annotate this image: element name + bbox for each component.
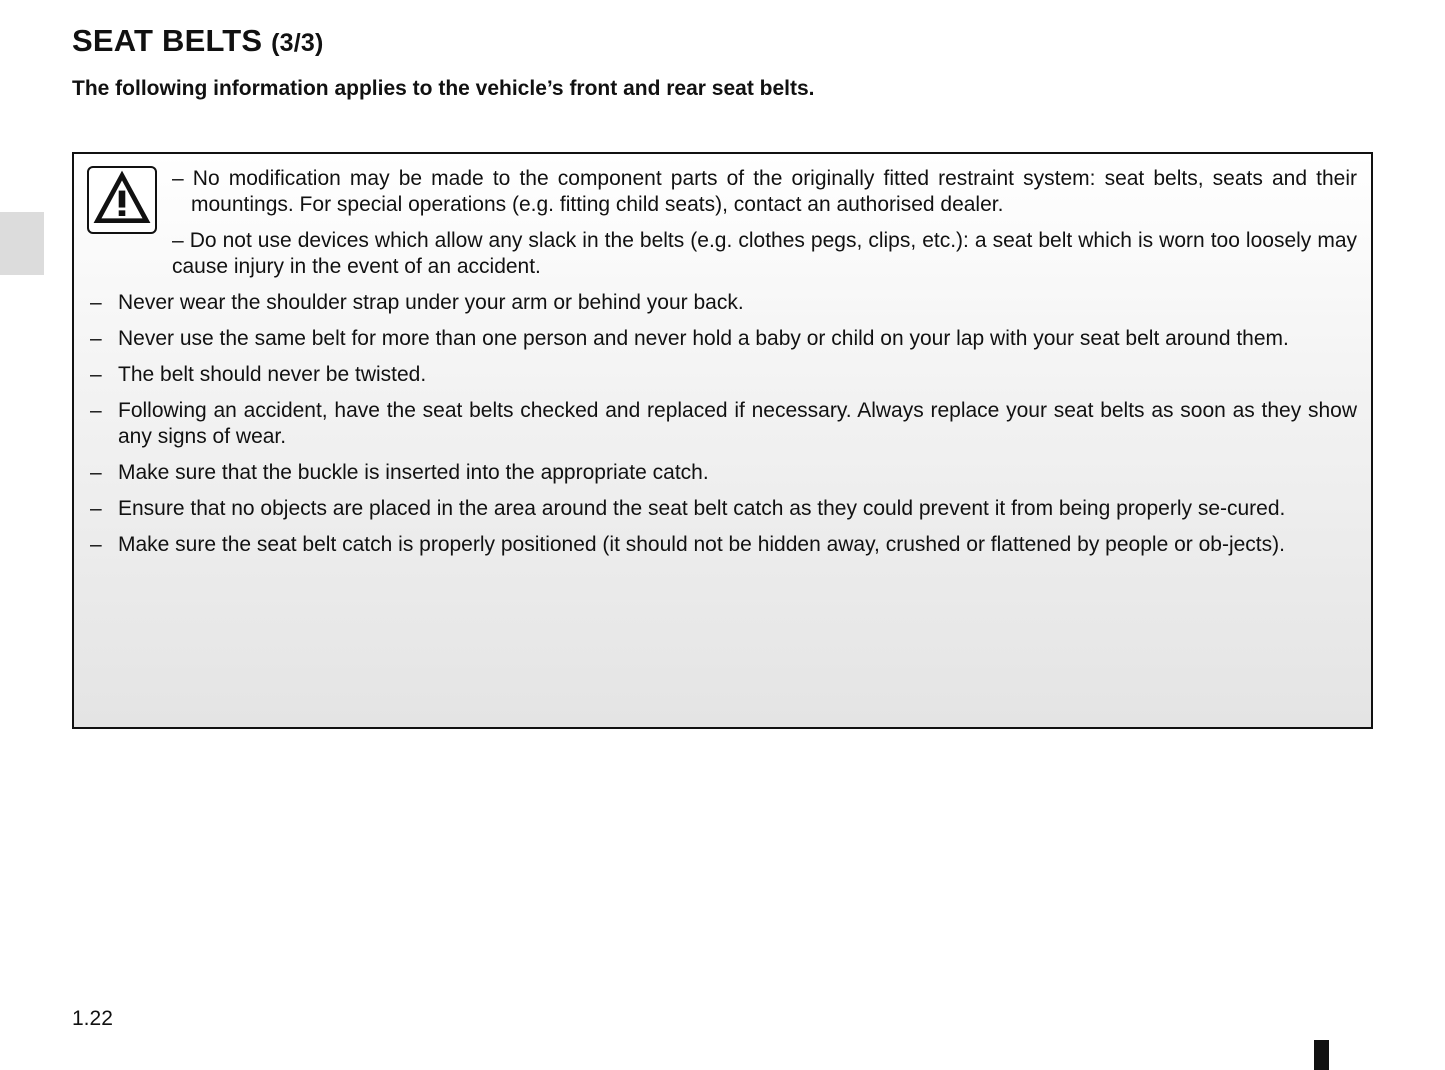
- list-item-text: Following an accident, have the seat belts checked and replaced if necessary. Always replace your seat belts as soon as they show any signs of wear.: [118, 399, 1357, 448]
- intro-text: The following information applies to the vehicle’s front and rear seat belts.: [72, 77, 815, 100]
- list-dash: –: [90, 291, 102, 314]
- list-dash: –: [90, 461, 102, 484]
- warning-box: [72, 152, 1373, 729]
- list-dash: –: [90, 327, 102, 350]
- page-title-text: SEAT BELTS: [72, 23, 263, 58]
- list-item-text: Never wear the shoulder strap under your arm or behind your back.: [118, 291, 744, 314]
- list-item: [90, 398, 1357, 450]
- page-title: [72, 22, 324, 62]
- list-item: [90, 496, 1357, 522]
- warning-intro-text: [172, 166, 1357, 290]
- list-item: [90, 326, 1357, 352]
- list-item-text: The belt should never be twisted.: [118, 363, 427, 386]
- list-dash: –: [90, 363, 102, 386]
- corner-marker: [1314, 1040, 1329, 1070]
- list-item-text: Make sure that the buckle is inserted into the appropriate catch.: [118, 461, 709, 484]
- page-number: 1.22: [72, 1007, 113, 1030]
- warning-triangle-icon: [87, 166, 157, 234]
- list-item: [90, 460, 1357, 486]
- list-item-text: Make sure the seat belt catch is properly positioned (it should not be hidden away, crushed or flattened by people or ob-jects).: [118, 533, 1285, 556]
- list-dash: –: [90, 399, 102, 422]
- page-title-part: (3/3): [271, 29, 324, 57]
- list-dash: –: [90, 497, 102, 520]
- warning-item-modification: – No modification may be made to the component parts of the originally fitted restraint system: seat belts, seats and their mountings. For special operations (e.g. fitting child seats), contact an authorised dealer.: [172, 167, 1357, 216]
- list-item: [90, 290, 1357, 316]
- list-item: [90, 532, 1357, 558]
- warning-list: [90, 290, 1357, 568]
- list-item-text: Ensure that no objects are placed in the area around the seat belt catch as they could prevent it from being properly se-cured.: [118, 497, 1286, 520]
- warning-item-slack: – Do not use devices which allow any slack in the belts (e.g. clothes pegs, clips, etc.): a seat belt which is worn too loosely may cause injury in the event of an accident.: [172, 229, 1357, 278]
- section-tab-marker: [0, 212, 44, 275]
- list-item: [90, 362, 1357, 388]
- list-item-text: Never use the same belt for more than one person and never hold a baby or child on your lap with your seat belt around them.: [118, 327, 1289, 350]
- list-dash: –: [90, 533, 102, 556]
